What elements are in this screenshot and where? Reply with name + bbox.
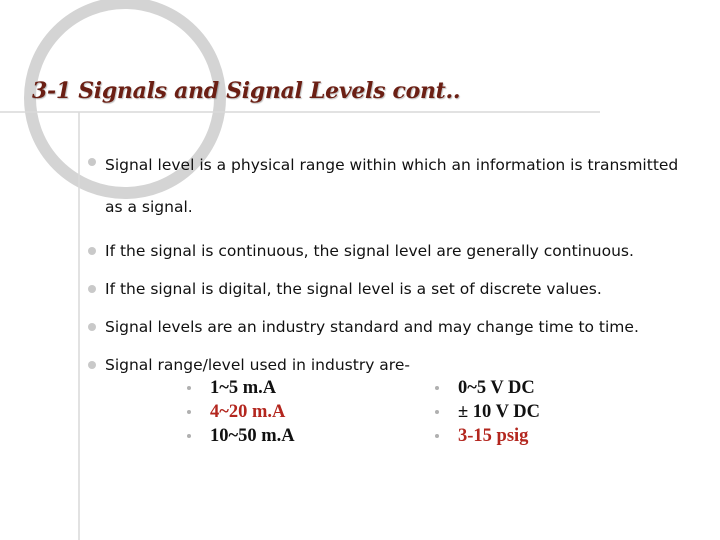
voltage-range-item <box>432 400 540 424</box>
voltage-range-item <box>432 376 540 400</box>
bullet-dot-icon <box>88 285 96 293</box>
bullet-text: Signal levels are an industry standard and may change time to time. <box>105 318 639 336</box>
bullet-text: If the signal is digital, the signal level is a set of discrete values. <box>105 280 602 298</box>
voltage-range-text: ± 10 V DC <box>458 402 540 422</box>
bullet-item <box>88 346 688 384</box>
bullet-dot-icon <box>88 323 96 331</box>
current-range-text: 4~20 m.A <box>210 402 286 422</box>
current-ranges-list <box>184 376 295 448</box>
voltage-pressure-ranges-list <box>432 376 540 448</box>
bullet-text: Signal level is a physical range within which an information is transmitted as a signal. <box>105 156 679 216</box>
pressure-range-item <box>432 424 540 448</box>
bullet-item <box>88 144 688 228</box>
current-range-item <box>184 400 295 424</box>
sub-bullet-dot-icon <box>187 410 191 414</box>
bullet-item <box>88 270 688 308</box>
bullet-text: If the signal is continuous, the signal level are generally continuous. <box>105 242 634 260</box>
bullet-item <box>88 308 688 346</box>
current-range-text: 1~5 m.A <box>210 378 277 398</box>
bullet-dot-icon <box>88 158 96 166</box>
bullet-item <box>88 232 688 270</box>
bullet-dot-icon <box>88 247 96 255</box>
slide-title: 3-1 Signals and Signal Levels cont.. <box>32 78 461 104</box>
current-range-item <box>184 376 295 400</box>
bullet-text: Signal range/level used in industry are- <box>105 356 410 374</box>
sub-bullet-dot-icon <box>435 410 439 414</box>
voltage-range-text: 0~5 V DC <box>458 378 535 398</box>
sub-bullet-dot-icon <box>435 434 439 438</box>
bullet-dot-icon <box>88 361 96 369</box>
current-range-text: 10~50 m.A <box>210 426 295 446</box>
current-range-item <box>184 424 295 448</box>
sub-bullet-dot-icon <box>435 386 439 390</box>
sub-bullet-dot-icon <box>187 386 191 390</box>
pressure-range-text: 3-15 psig <box>458 426 529 446</box>
sub-bullet-dot-icon <box>187 434 191 438</box>
bullet-list <box>88 150 688 384</box>
